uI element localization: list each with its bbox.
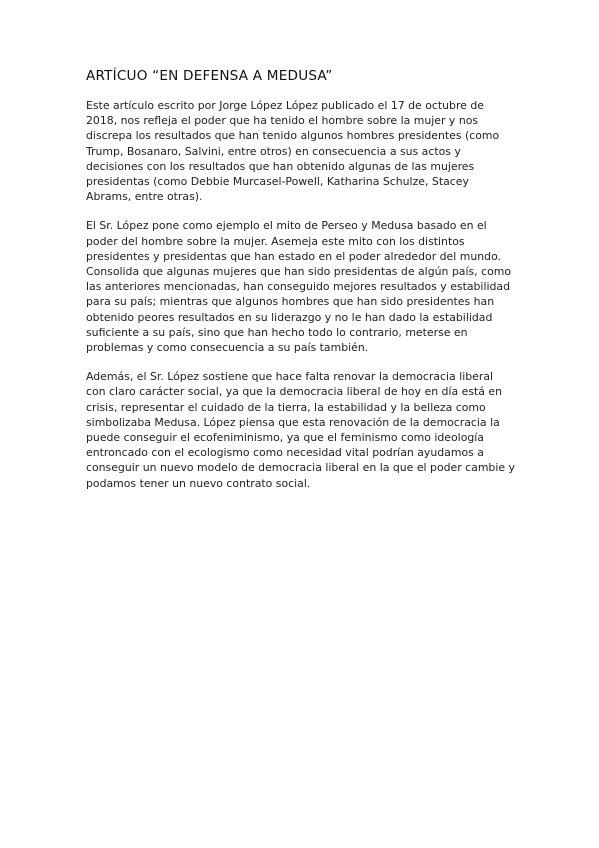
document-body bbox=[86, 68, 516, 505]
paragraph-3: Además, el Sr. López sostiene que hace falta renovar la democracia liberal con claro carácter social, ya que la democracia liberal de hoy en día está en crisis, representar el cuidado de la tierra, la estabilidad y la belleza como simbolizaba Medusa. López piensa que esta renovación de la democracia la puede conseguir el ecofeniminismo, ya que el feminismo como ideología entroncado con el ecologismo como necesidad vital podrían ayudamos a conseguir un nuevo modelo de democracia liberal en la que el poder cambie y podamos tener un nuevo contrato social. bbox=[86, 370, 515, 490]
paragraph-1: Este artículo escrito por Jorge López López publicado el 17 de octubre de 2018, nos refleja el poder que ha tenido el hombre sobre la mujer y nos discrepa los resultados que han tenido algunos hombres presidentes (como Trump, Bosanaro, Salvini, entre otros) en consecuencia a sus actos y decisiones con los resultados que han obtenido algunas de las mujeres presidentas (como Debbie Murcasel-Powell, Katharina Schulze, Stacey Abrams, entre otras). bbox=[86, 99, 500, 204]
paragraph-2: El Sr. López pone como ejemplo el mito de Perseo y Medusa basado en el poder del hombre sobre la mujer. Asemeja este mito con los distintos presidentes y presidentas que han estado en el poder alrededor del mundo. Consolida que algunas mujeres que han sido presidentas de algún país, como las anteriores mencionadas, han conseguido mejores resultados y estabilidad para su país; mientras que algunos hombres que han sido presidentes han obtenido peores resultados en su liderazgo y no le han dado la estabilidad suficiente a su país, sino que han hecho todo lo contrario, meterse en problemas y como consecuencia a su país también. bbox=[86, 219, 512, 355]
document-title: ARTÍCUO “EN DEFENSA A MEDUSA” bbox=[86, 68, 333, 84]
